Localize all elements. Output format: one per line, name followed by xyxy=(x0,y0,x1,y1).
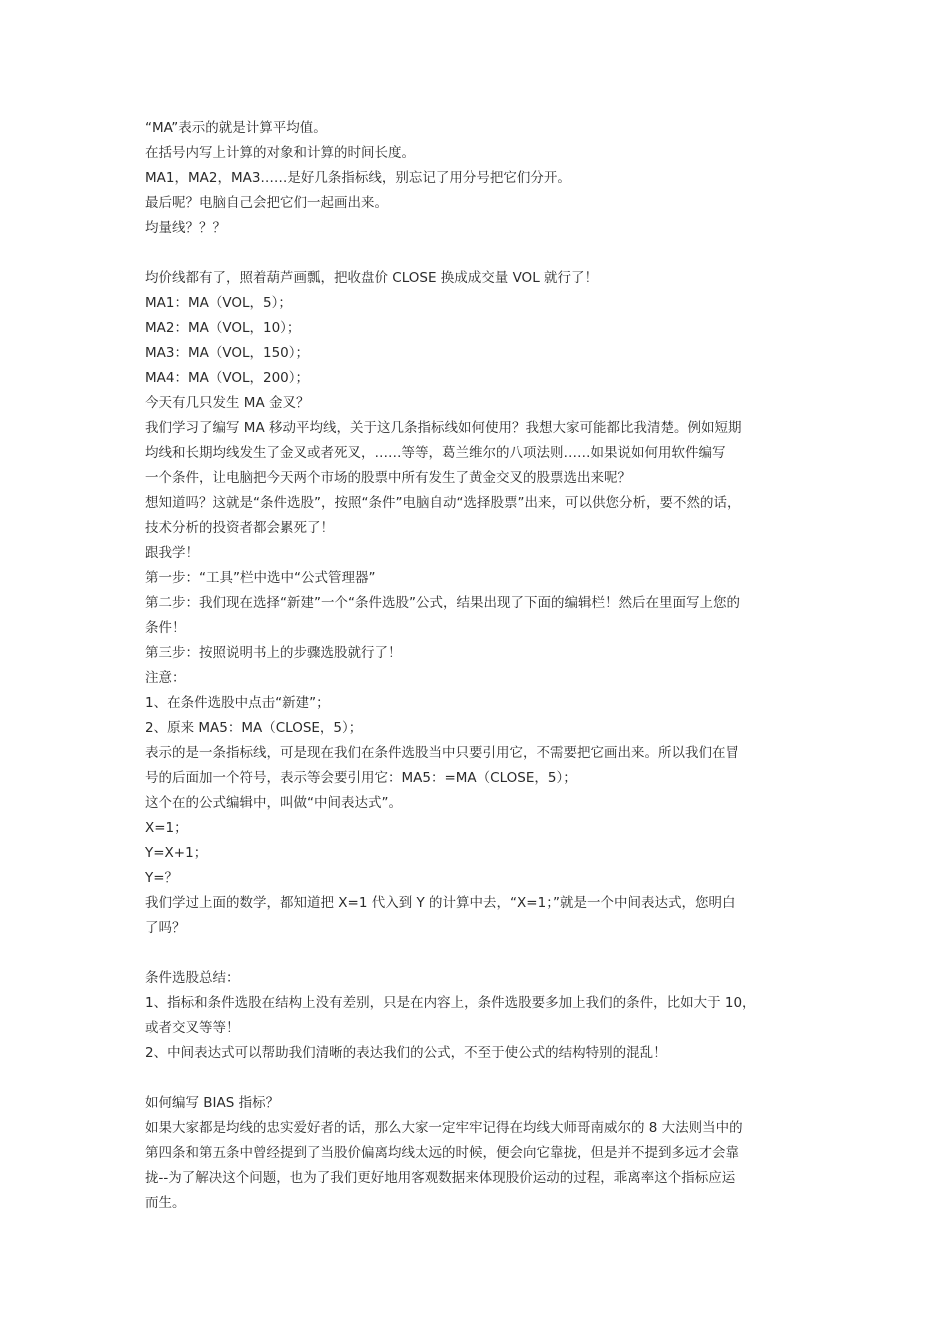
text-line: 我们学习了编写 MA 移动平均线，关于这几条指标线如何使用？我想大家可能都比我清楚。例如短期 xyxy=(145,420,742,436)
text-line: 2、中间表达式可以帮助我们清晰的表达我们的公式，不至于使公式的结构特别的混乱！ xyxy=(145,1045,667,1061)
step-line: 第一步：“工具”栏中选中“公式管理器” xyxy=(145,570,376,586)
blank-line xyxy=(145,941,810,966)
text-line: 均价线都有了，照着葫芦画瓢，把收盘价 CLOSE 换成成交量 VOL 就行了！ xyxy=(145,270,599,286)
text-line: 这个在的公式编辑中，叫做“中间表达式”。 xyxy=(145,795,402,811)
text-line: 想知道吗？这就是“条件选股”，按照“条件”电脑自动“选择股票”出来，可以供您分析，要不然的话， xyxy=(145,495,741,511)
code-line: X=1； xyxy=(145,820,188,836)
text-line: 均量线？？？ xyxy=(145,220,226,236)
code-line: Y=？ xyxy=(145,870,179,886)
text-line: 如果大家都是均线的忠实爱好者的话，那么大家一定牢牢记得在均线大师哥南威尔的 8 大法则当中的 xyxy=(145,1120,743,1136)
document-body xyxy=(145,116,810,1216)
code-line: MA3：MA（VOL，150）； xyxy=(145,345,310,361)
code-line: MA1：MA（VOL，5）； xyxy=(145,295,292,311)
text-line: 跟我学！ xyxy=(145,545,199,561)
text-line: 号的后面加一个符号，表示等会要引用它：MA5：=MA（CLOSE，5）； xyxy=(145,770,577,786)
step-line: 第三步：按照说明书上的步骤选股就行了！ xyxy=(145,645,402,661)
text-line: 第四条和第五条中曾经提到了当股价偏离均线太远的时候，便会向它靠拢，但是并不提到多远才会靠 xyxy=(145,1145,739,1161)
text-line: 表示的是一条指标线，可是现在我们在条件选股当中只要引用它，不需要把它画出来。所以我们在冒 xyxy=(145,745,739,761)
blank-line xyxy=(145,241,810,266)
code-line: MA2：MA（VOL，10）； xyxy=(145,320,301,336)
section-heading: 条件选股总结： xyxy=(145,970,240,986)
text-line: 了吗？ xyxy=(145,920,186,936)
text-line: MA1，MA2，MA3……是好几条指标线，别忘记了用分号把它们分开。 xyxy=(145,170,571,186)
note-line: 1、在条件选股中点击“新建”； xyxy=(145,695,330,711)
text-line: 最后呢？电脑自己会把它们一起画出来。 xyxy=(145,195,388,211)
text-line: 或者交叉等等！ xyxy=(145,1020,240,1036)
text-line: “MA”表示的就是计算平均值。 xyxy=(145,120,327,136)
text-line: 我们学过上面的数学，都知道把 X=1 代入到 Y 的计算中去，“X=1；”就是一个中间表达式，您明白 xyxy=(145,895,736,911)
text-line: 均线和长期均线发生了金叉或者死叉，……等等，葛兰维尔的八项法则……如果说如何用软件编写 xyxy=(145,445,726,461)
text-line: 而生。 xyxy=(145,1195,186,1211)
note-line: 2、原来 MA5：MA（CLOSE，5）； xyxy=(145,720,363,736)
text-line: 在括号内写上计算的对象和计算的时间长度。 xyxy=(145,145,415,161)
section-heading: 今天有几只发生 MA 金叉？ xyxy=(145,395,310,411)
text-line: 注意： xyxy=(145,670,186,686)
text-line: 拢--为了解决这个问题，也为了我们更好地用客观数据来体现股价运动的过程，乖离率这个指标应运 xyxy=(145,1170,736,1186)
code-line: Y=X+1； xyxy=(145,845,208,861)
section-heading: 如何编写 BIAS 指标？ xyxy=(145,1095,280,1111)
blank-line xyxy=(145,1066,810,1091)
text-line: 一个条件，让电脑把今天两个市场的股票中所有发生了黄金交叉的股票选出来呢？ xyxy=(145,470,631,486)
text-line: 1、指标和条件选股在结构上没有差别，只是在内容上，条件选股要多加上我们的条件，比如大于 10， xyxy=(145,995,756,1011)
text-line: 条件！ xyxy=(145,620,186,636)
step-line: 第二步：我们现在选择“新建”一个“条件选股”公式，结果出现了下面的编辑栏！然后在里面写上您的 xyxy=(145,595,740,611)
code-line: MA4：MA（VOL，200）； xyxy=(145,370,310,386)
text-line: 技术分析的投资者都会累死了！ xyxy=(145,520,334,536)
